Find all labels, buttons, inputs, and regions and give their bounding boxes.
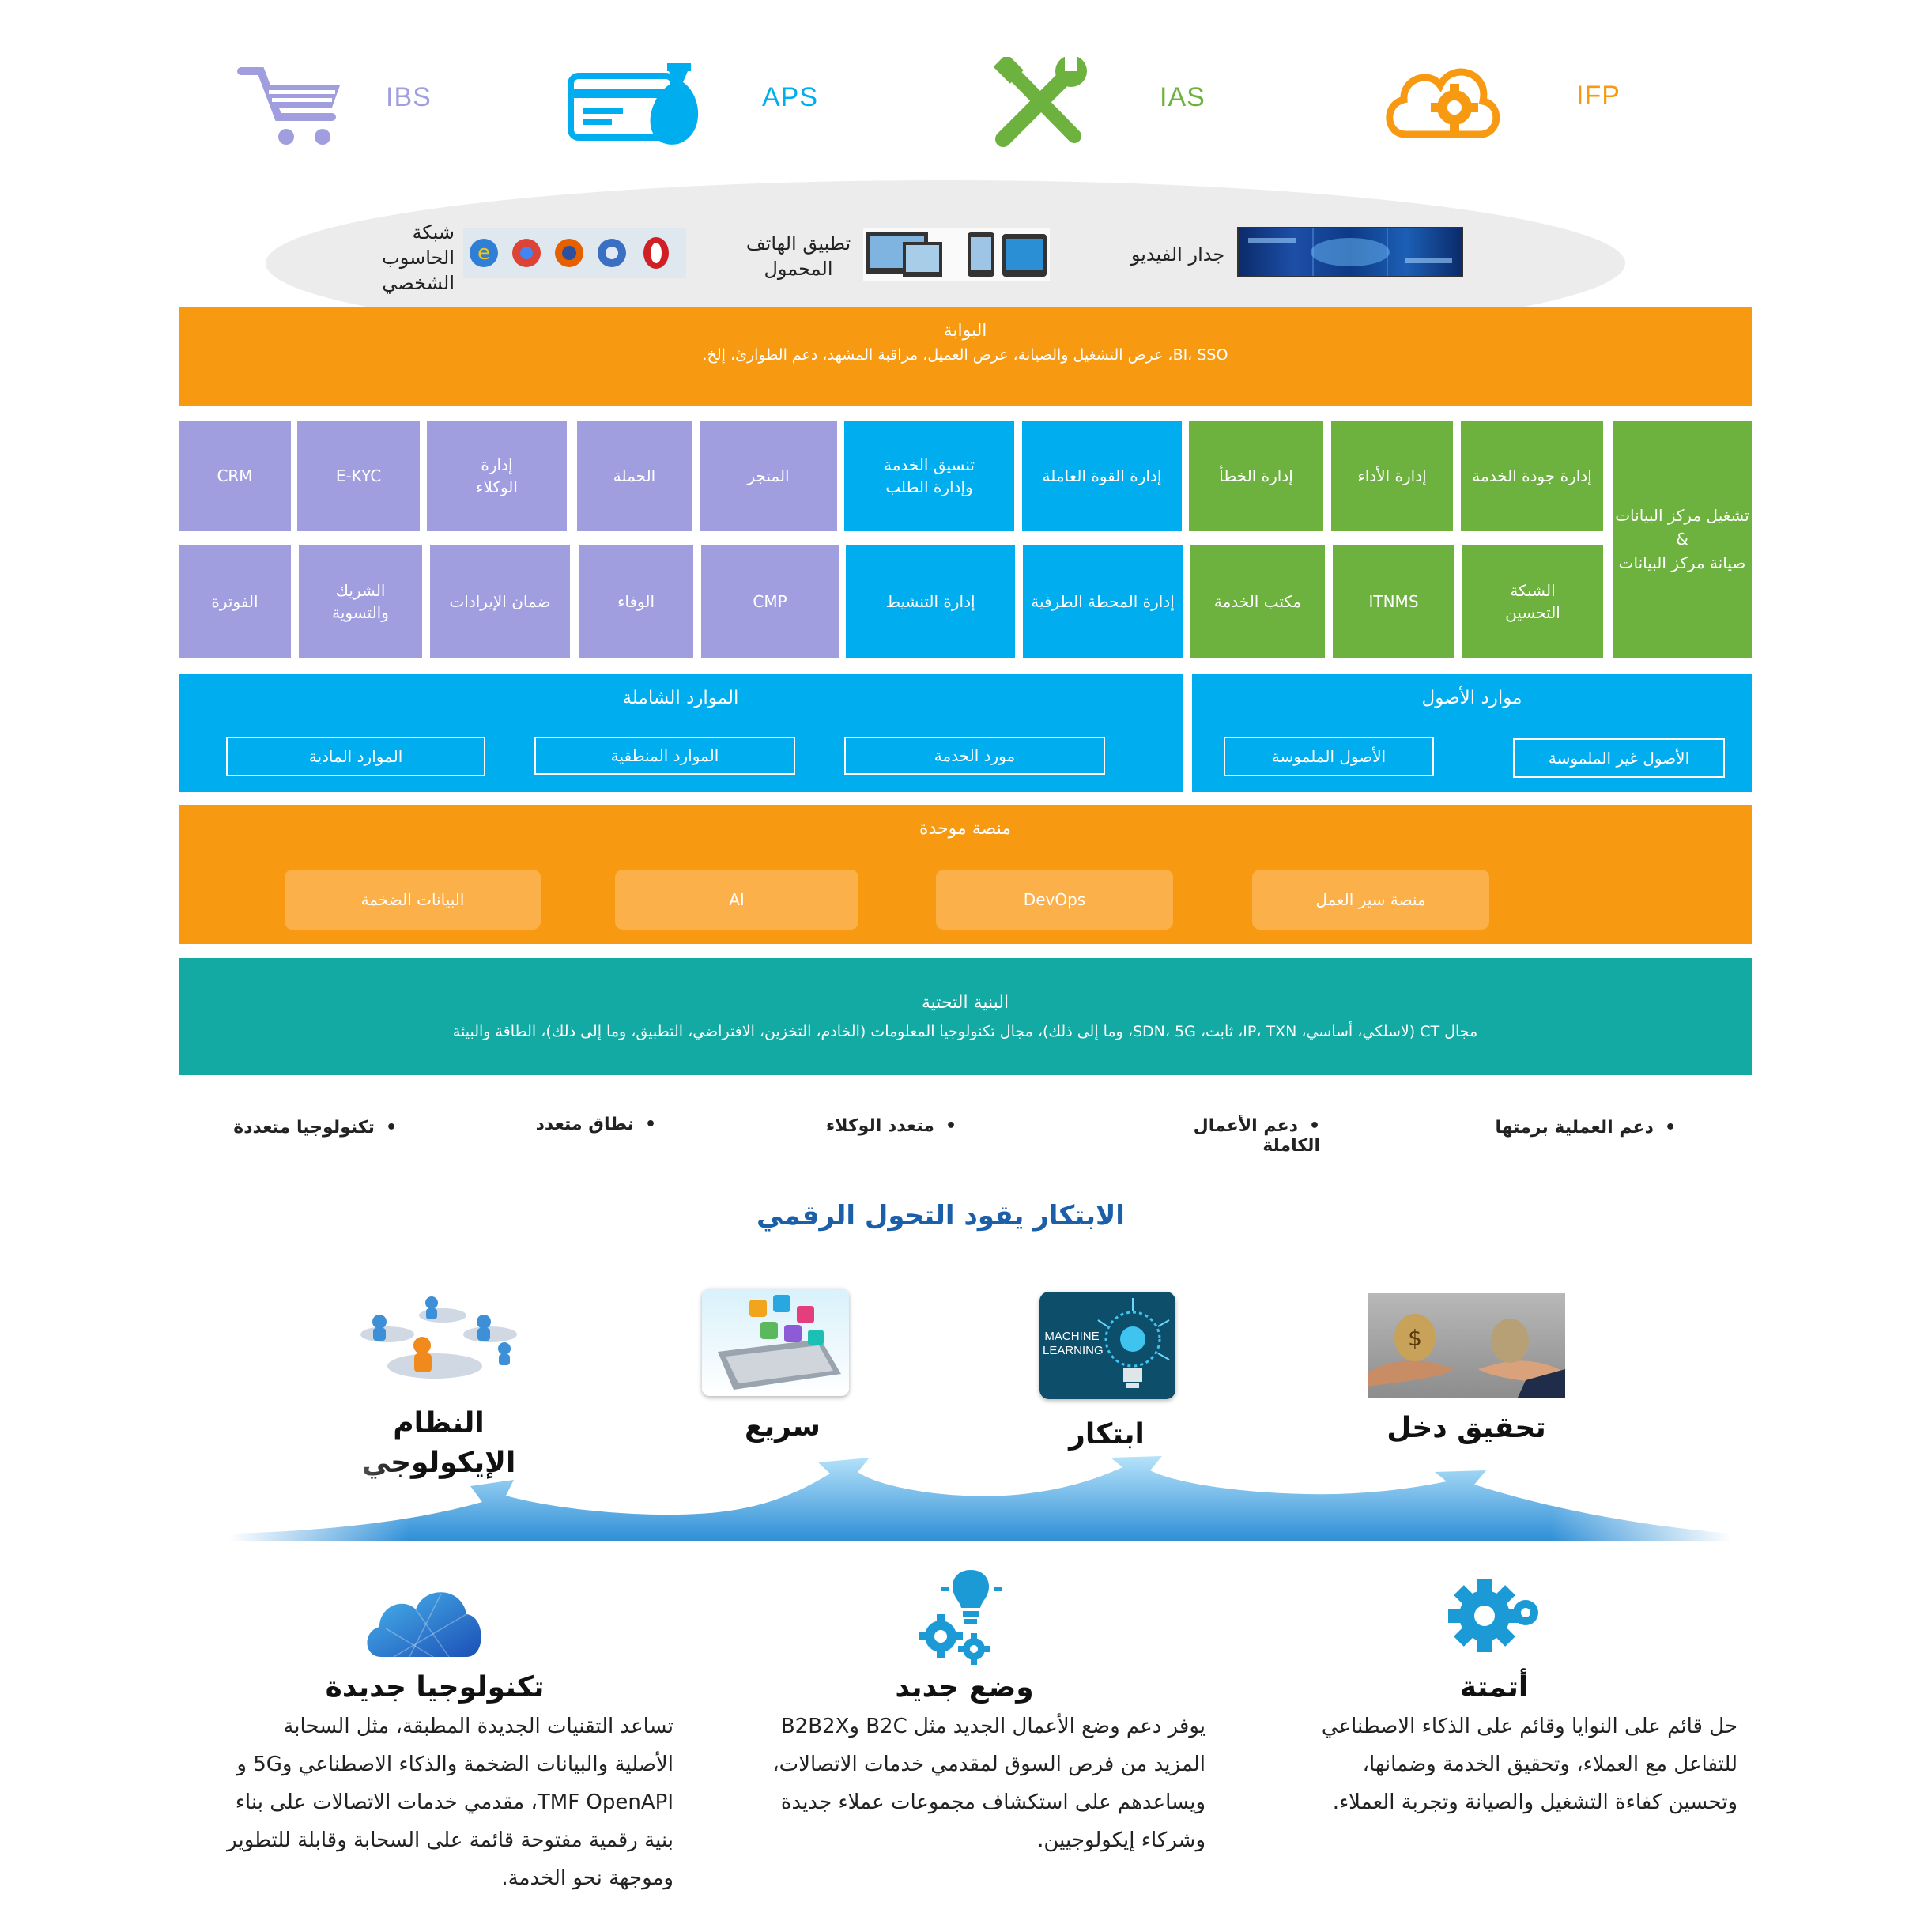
money-exchange-icon xyxy=(1368,1293,1565,1398)
team-network-icon xyxy=(356,1287,522,1390)
bullet-full-business: • دعم الأعمال الكاملة xyxy=(1130,1116,1320,1156)
platform-ai: AI xyxy=(615,870,858,930)
assets-bar xyxy=(1192,674,1752,792)
datacenter-amp: & xyxy=(1676,530,1688,549)
tile-performance: إدارة الأداء xyxy=(1331,421,1453,531)
resources-bar xyxy=(179,674,1183,792)
tile-service-desk: مكتب الخدمة xyxy=(1190,545,1325,658)
bullet-whole-process: • دعم العملية برمتها xyxy=(1486,1118,1676,1138)
portal-subtitle: BI، SSO، عرض التشغيل والصيانة، عرض العميل، مراقبة المشهد، دعم الطوارئ، إلخ. xyxy=(702,346,1228,364)
platform-workflow: منصة سير العمل xyxy=(1252,870,1489,930)
tile-cmp: CMP xyxy=(701,545,839,658)
feature-new-tech-title: تكنولوجيا جديدة xyxy=(325,1671,545,1704)
portal-title: البوابة xyxy=(943,321,987,341)
tile-workforce: إدارة القوة العاملة xyxy=(1022,421,1182,531)
datacenter-line1: تشغيل مركز البيانات xyxy=(1615,506,1749,525)
resource-service: مورد الخدمة xyxy=(844,737,1105,775)
platform-title: منصة موحدة xyxy=(919,819,1012,839)
product-label-ibs: IBS xyxy=(386,82,432,112)
tile-itnms: ITNMS xyxy=(1333,545,1454,658)
platform-bar xyxy=(179,805,1752,944)
product-ifp xyxy=(1382,55,1619,150)
bullet-multi-domain: • نطاق متعدد xyxy=(514,1115,656,1134)
feature-automation-text: حل قائم على النوايا وقائم على الذكاء الاصطناعي للتفاعل مع العملاء، وتحقيق الخدمة وضمانها، وتحسين كفاءة التشغيل والصيانة وتجربة العملاء. xyxy=(1321,1715,1737,1814)
feature-new-tech-text: تساعد التقنيات الجديدة المطبقة، مثل السحابة الأصلية والبيانات الضخمة والذكاء الاصطناعي و5G و TMF OpenAPI، مقدمي خدمات الاتصالات على بناء بنية رقمية مفتوحة قائمة على السحابة وقابلة للتطوير وموجهة نحو الخدمة. xyxy=(227,1715,673,1890)
gears-bulb-icon xyxy=(909,1565,1020,1668)
pillar-innovation-label: ابتكار xyxy=(1069,1418,1145,1451)
tile-fault: إدارة الخطأ xyxy=(1189,421,1323,531)
product-label-aps: APS xyxy=(762,82,819,112)
tile-orchestration: تنسيق الخدمة وإدارة الطلب xyxy=(844,421,1014,531)
datacenter-line2: صيانة مركز البيانات xyxy=(1618,553,1746,572)
product-aps xyxy=(568,55,819,150)
asset-tangible: الأصول الملموسة xyxy=(1224,737,1434,776)
tile-crm: CRM xyxy=(179,421,291,531)
tile-campaign: الحملة xyxy=(577,421,692,531)
product-ibs xyxy=(237,62,443,149)
pillar-ecosystem-label: النظام xyxy=(393,1407,485,1440)
assets-title: موارد الأصول xyxy=(1421,688,1522,708)
shopping-cart-icon xyxy=(237,62,348,149)
video-wall-screen-icon xyxy=(1239,228,1462,276)
infra-subtitle: مجال CT (لاسلكي، أساسي، IP، TXN، ثابت، SDN، 5G، وما إلى ذلك)، مجال تكنولوجيا المعلومات (الخادم، التخزين، الافتراضي، التطبيق، وما إلى ذلك)، الطاقة والبيئة xyxy=(452,1023,1478,1040)
tile-sqm: إدارة جودة الخدمة xyxy=(1461,421,1603,531)
tile-store: المتجر xyxy=(700,421,837,531)
tile-billing: الفوترة xyxy=(179,545,291,658)
video-wall-image xyxy=(1237,227,1463,277)
laptop-apps-image xyxy=(702,1289,849,1396)
product-ias xyxy=(992,57,1213,152)
tools-icon xyxy=(992,57,1089,150)
pillar-monetization-label: تحقيق دخل xyxy=(1387,1412,1546,1444)
feature-new-mode-text: يوفر دعم وضع الأعمال الجديد مثل B2C وB2B2X المزيد من فرص السوق لمقدمي خدمات الاتصالات، ويساعدهم على استكشاف مجموعات عملاء جديدة وشركاء إيكولوجيين. xyxy=(772,1715,1205,1852)
laptop-apps-icon xyxy=(702,1289,849,1396)
resources-title: الموارد الشاملة xyxy=(622,688,739,708)
browser-icons xyxy=(463,228,686,278)
browser-logos-icon xyxy=(463,228,686,278)
svg-text:e: e xyxy=(477,241,490,265)
svg-text:$: $ xyxy=(1408,1325,1422,1351)
tile-agent: إدارة الوكلاء xyxy=(427,421,567,531)
devices-image xyxy=(863,228,1050,281)
money-exchange-image xyxy=(1368,1293,1565,1398)
resource-logical: الموارد المنطقية xyxy=(534,737,795,775)
channel-pc-web-label: شبكة الحاسوب الشخصي xyxy=(382,221,455,294)
machine-learning-image xyxy=(1039,1292,1175,1399)
tile-loyalty: الوفاء xyxy=(579,545,693,658)
feature-automation-title: أتمتة xyxy=(1459,1671,1529,1704)
devices-icon xyxy=(863,228,1050,281)
pillar-fast-label: سريع xyxy=(745,1410,821,1443)
cloud-icon xyxy=(362,1578,487,1660)
machine-learning-text: MACHINE LEARNING xyxy=(1043,1330,1104,1357)
portal-bar xyxy=(179,307,1752,406)
tile-optimization: الشبكة التحسين xyxy=(1462,545,1603,658)
headline: الابتكار يقود التحول الرقمي xyxy=(756,1200,1125,1232)
team-network-image xyxy=(356,1287,522,1390)
infrastructure-bar xyxy=(179,958,1752,1075)
feature-new-mode-title: وضع جديد xyxy=(895,1671,1034,1704)
channel-mobile-app-label: تطبيق الهاتف المحمول xyxy=(745,232,851,280)
infra-title: البنية التحتية xyxy=(921,993,1009,1013)
bullet-multi-vendor: • متعدد الوكلاء xyxy=(798,1116,956,1136)
platform-devops: DevOps xyxy=(936,870,1173,930)
bullet-multi-tech: • تكنولوجيا متعددة xyxy=(231,1118,397,1138)
upward-arrows-wave xyxy=(229,1455,1731,1541)
asset-intangible: الأصول غير الملموسة xyxy=(1513,738,1725,778)
tile-terminal: إدارة المحطة الطرفية xyxy=(1023,545,1183,658)
tile-ekyc: E-KYC xyxy=(297,421,420,531)
channel-video-wall-label: جدار الفيديو xyxy=(1130,243,1225,266)
gear-icon xyxy=(1440,1573,1545,1660)
platform-bigdata: البيانات الضخمة xyxy=(285,870,541,930)
tile-datacenter xyxy=(1613,421,1752,658)
product-label-ias: IAS xyxy=(1160,82,1205,112)
resource-physical: الموارد المادية xyxy=(226,737,485,776)
tile-revenue: ضمان الإيرادات xyxy=(430,545,570,658)
payment-card-icon xyxy=(568,55,704,150)
tile-activation: إدارة التنشيط xyxy=(846,545,1015,658)
tile-partner: الشريك والتسوية xyxy=(299,545,422,658)
cloud-gear-icon xyxy=(1382,55,1500,146)
product-label-ifp: IFP xyxy=(1576,81,1621,111)
